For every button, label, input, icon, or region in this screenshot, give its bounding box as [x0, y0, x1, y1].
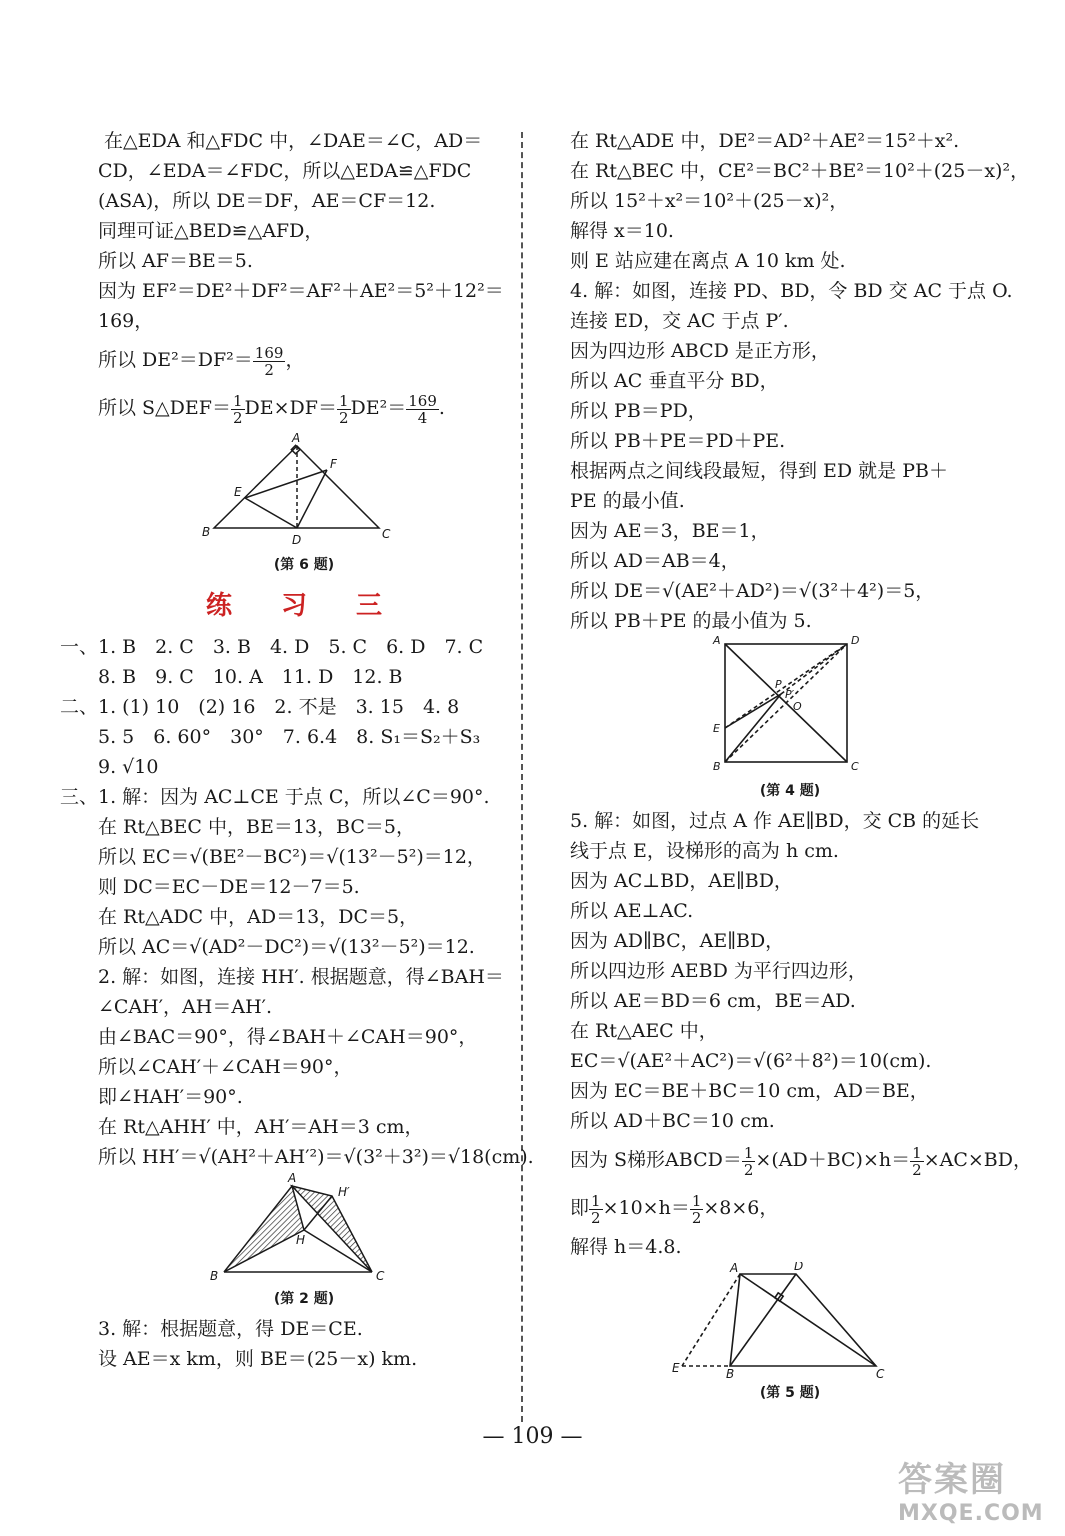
label-H-prime: H′ [338, 1185, 350, 1199]
text-line: 同理可证△BED≌△AFD， [98, 220, 324, 242]
text-line: 5. 解：如图，过点 A 作 AE∥BD，交 CB 的延长 [570, 810, 980, 832]
text-line: 所以 AC 垂直平分 BD， [570, 370, 779, 392]
text-line: 所以 AD＋BC＝10 cm. [570, 1110, 775, 1132]
text-line: 所以 AC＝√(AD²－DC²)＝√(13²－5²)＝12. [98, 936, 475, 958]
label-P-prime: P′ [785, 688, 795, 701]
section-title: 练 习 三 [205, 591, 403, 621]
label-F: F [330, 457, 337, 471]
figure-caption: (第 5 题) [759, 1385, 821, 1401]
answer-line: 8. B 9. C 10. A 11. D 12. B [60, 666, 403, 688]
text-line: 2. 解：如图，连接 HH′. 根据题意，得∠BAH＝ [98, 966, 504, 988]
text-line: 连接 ED，交 AC 于点 P′. [570, 310, 789, 332]
text-line: 即∠HAH′＝90°. [98, 1086, 243, 1108]
trapezoid-diagram-5 [670, 1262, 910, 1378]
label-A: A [288, 1172, 297, 1185]
figure-caption: (第 2 题) [273, 1291, 335, 1307]
label-O: O [793, 700, 802, 713]
triangle-diagram-2 [204, 1172, 404, 1284]
area-formula-line: 因为 S梯形ABCD＝ $\frac{1}{2}$ ×(AD＋BC)×h＝ $\frac{1}{2}$ ×AC×BD， [570, 1143, 1032, 1179]
text-line: 由∠BAC＝90°，得∠BAH＋∠CAH＝90°， [98, 1026, 478, 1048]
label-C: C [851, 760, 859, 773]
text-line: 所以 PB＝PD， [570, 400, 707, 422]
text-line: 在 Rt△BEC 中，BE＝13，BC＝5， [98, 816, 415, 838]
figure-4 [570, 636, 1010, 776]
text-line: 所以 AF＝BE＝5. [98, 250, 253, 272]
page-number: — 109 — [482, 1424, 583, 1449]
text-line: 所以 15²＋x²＝10²＋(25－x)²， [570, 190, 849, 212]
figure-6 [98, 432, 510, 550]
label-E: E [672, 1361, 680, 1375]
text-line: 在 Rt△AEC 中， [570, 1020, 718, 1042]
triangle-diagram-6 [194, 432, 414, 550]
text-line: 所以 DE＝√(AE²＋AD²)＝√(3²＋4²)＝5， [570, 580, 935, 602]
label-C: C [876, 1367, 885, 1378]
text-line: 根据两点之间线段最短，得到 ED 就是 PB＋ [570, 460, 948, 482]
label-D: D [851, 636, 860, 647]
text-line: ∠CAH′，AH＝AH′. [98, 996, 272, 1018]
text-line: PE 的最小值. [570, 490, 685, 512]
square-diagram-4 [705, 636, 875, 776]
text-line: 169， [98, 310, 154, 332]
text-line: 所以四边形 AEBD 为平行四边形， [570, 960, 867, 982]
text-line: 解得 h＝4.8. [570, 1236, 682, 1258]
text-line: 三、1. 解：因为 AC⊥CE 于点 C，所以∠C＝90°. [60, 786, 490, 808]
text-line: 因为 EF²＝DE²＋DF²＝AF²＋AE²＝5²＋12²＝ [98, 280, 504, 302]
area-formula-line: 所以 S△DEF＝ $\frac{1}{2}$ DE×DF＝ $\frac{1}{2}$ DE²＝ $\frac{169}{4}$ . [98, 391, 445, 427]
text-line: 因为 AD∥BC，AE∥BD， [570, 930, 785, 952]
text-line: 4. 解：如图，连接 PD、BD，令 BD 交 AC 于点 O. [570, 280, 1013, 302]
label-B: B [210, 1269, 219, 1283]
text-line: 在 Rt△ADC 中，AD＝13，DC＝5， [98, 906, 419, 928]
right-column [570, 126, 1032, 1408]
text-line: 线于点 E，设梯形的高为 h cm. [570, 840, 839, 862]
fraction: $\frac{1}{2}$ [912, 1143, 922, 1179]
fraction: $\frac{169}{2}$ [254, 343, 284, 379]
text-line: 在 Rt△AHH′ 中，AH′＝AH＝3 cm， [98, 1116, 424, 1138]
answer-line: 二、1. (1) 10 (2) 16 2. 不是 3. 15 4. 8 [60, 696, 460, 718]
text-line: 设 AE＝x km，则 BE＝(25－x) km. [98, 1348, 418, 1370]
text-line: 因为四边形 ABCD 是正方形， [570, 340, 830, 362]
label-A: A [713, 636, 721, 647]
text-line: 因为 EC＝BE＋BC＝10 cm，AD＝BE， [570, 1080, 929, 1102]
text-line: 所以∠CAH′＋∠CAH＝90°， [98, 1056, 353, 1078]
text-line: EC＝√(AE²＋AC²)＝√(6²＋8²)＝10(cm). [570, 1050, 932, 1072]
label-C: C [382, 527, 391, 541]
label-C: C [376, 1269, 385, 1283]
label-B: B [202, 525, 211, 539]
label-D: D [794, 1262, 804, 1273]
text-line: 所以 AE＝BD＝6 cm，BE＝AD. [570, 990, 856, 1012]
figure-2 [98, 1172, 510, 1284]
text-line: 所以 PB＋PE＝PD＋PE. [570, 430, 786, 452]
column-divider [521, 132, 523, 1422]
label-B: B [713, 760, 721, 773]
label-H: H [296, 1233, 306, 1247]
fraction-line: 所以 DE²＝DF²＝ $\frac{169}{2}$ ， [98, 343, 305, 379]
label-B: B [726, 1367, 735, 1378]
figure-caption: (第 6 题) [273, 557, 335, 573]
answer-line: 9. √10 [60, 756, 159, 778]
answer-line: 5. 5 6. 60° 30° 7. 6.4 8. S₁＝S₂＋S₃ [60, 726, 481, 748]
fraction: $\frac{1}{2}$ [338, 391, 349, 427]
text-line: 3. 解：根据题意，得 DE＝CE. [98, 1318, 363, 1340]
label-A: A [730, 1262, 739, 1275]
text-line: 在△EDA 和△FDC 中，∠DAE＝∠C，AD＝ [104, 130, 483, 152]
text-line: 所以 HH′＝√(AH²＋AH′²)＝√(3²＋3²)＝√18(cm). [98, 1146, 534, 1168]
equation-line: 即 $\frac{1}{2}$ ×10×h＝ $\frac{1}{2}$ ×8×6， [570, 1191, 779, 1227]
watermark-logo: 答案圈 MXQE.COM [898, 1460, 1044, 1526]
label-P: P [775, 678, 782, 691]
label-A: A [292, 432, 301, 445]
text-line: (ASA)，所以 DE＝DF，AE＝CF＝12. [98, 190, 436, 212]
text-line: 所以 AE⊥AC. [570, 900, 694, 922]
text-line: 解得 x＝10. [570, 220, 674, 242]
answer-line: 一、1. B 2. C 3. B 4. D 5. C 6. D 7. C [60, 636, 484, 658]
text-line: 在 Rt△BEC 中，CE²＝BC²＋BE²＝10²＋(25－x)²， [570, 160, 1030, 182]
left-column [60, 126, 534, 1374]
text-line: 则 E 站应建在离点 A 10 km 处. [570, 250, 846, 272]
text-line: 所以 PB＋PE 的最小值为 5. [570, 610, 812, 632]
text-line: CD，∠EDA＝∠FDC，所以△EDA≌△FDC [98, 160, 472, 182]
label-E: E [234, 485, 242, 499]
fraction: $\frac{1}{2}$ [743, 1143, 754, 1179]
fraction: $\frac{1}{2}$ [591, 1191, 601, 1227]
text-line: 因为 AE＝3，BE＝1， [570, 520, 770, 542]
label-D: D [292, 533, 302, 547]
figure-5 [570, 1262, 1010, 1378]
fraction: $\frac{1}{2}$ [232, 391, 243, 427]
figure-caption: (第 4 题) [759, 783, 821, 799]
text-line: 在 Rt△ADE 中，DE²＝AD²＋AE²＝15²＋x². [570, 130, 960, 152]
text-line: 所以 AD＝AB＝4， [570, 550, 740, 572]
fraction: $\frac{169}{4}$ [408, 391, 437, 427]
text-line: 则 DC＝EC－DE＝12－7＝5. [98, 876, 360, 898]
fraction: $\frac{1}{2}$ [691, 1191, 702, 1227]
text-line: 因为 AC⊥BD，AE∥BD， [570, 870, 793, 892]
label-E: E [713, 722, 720, 735]
text-line: 所以 EC＝√(BE²－BC²)＝√(13²－5²)＝12， [98, 846, 486, 868]
